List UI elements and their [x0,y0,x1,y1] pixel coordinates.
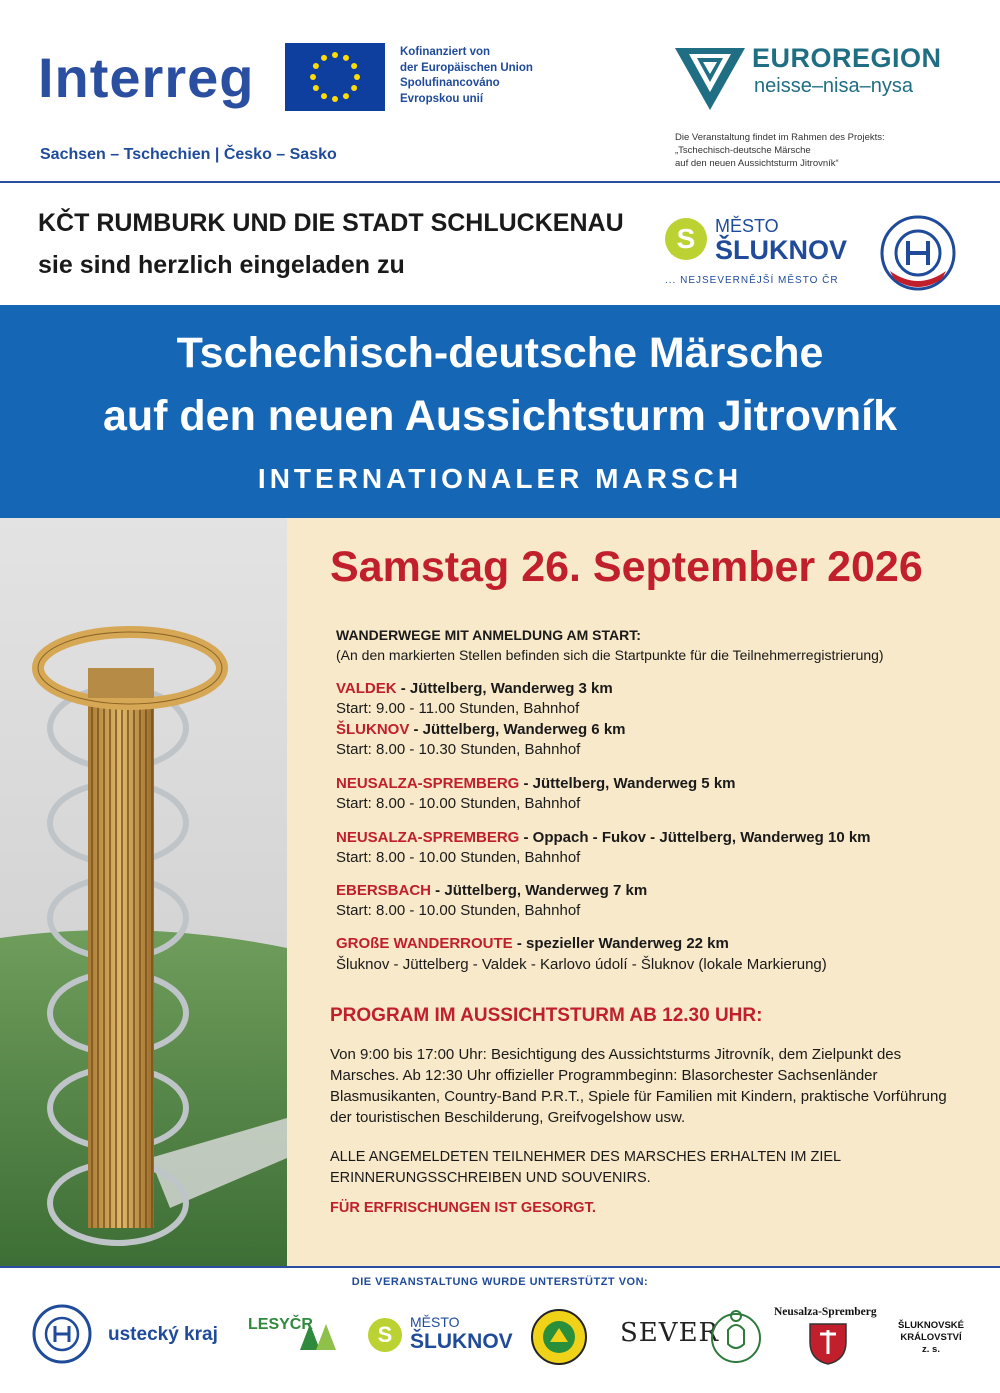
eu-star-icon [332,96,338,102]
eu-star-icon [321,93,327,99]
sluknov-tagline: ... NEJSEVERNĚJŠÍ MĚSTO ČR [665,275,839,286]
route-valdek [336,681,613,696]
sluknov-mesto-label: MĚSTO [410,1314,460,1330]
kralovstvi-line: KRÁLOVSTVÍ [900,1332,962,1343]
route-name: EBERSBACH [336,882,432,899]
eu-star-icon [343,93,349,99]
eu-star-icon [354,74,360,80]
header [0,0,1000,182]
title-banner [0,305,1000,518]
kralovstvi-line: ŠLUKNOVSKÉ [898,1320,964,1331]
route-neusalza-10km [336,830,871,845]
sluknov-mesto-label: MĚSTO [715,216,779,236]
eu-text-line: Kofinanziert von [400,46,491,58]
program-text: Von 9:00 bis 17:00 Uhr: Besichtigung des Aussichtsturms Jitrovník, dem Zielpunkt des Marsches. Ab 12:30 Uhr offizieller Programmbeginn: Blasorchester Sachsenländer Blasmusikanten, Country-Band P.R.T., Spiele für Familien mit Kindern, praktische Vorführung der touristischen Beschilderung, Greifvogelshow usw. [330,1046,947,1126]
route-desc: - Jüttelberg, Wanderweg 6 km [409,721,626,738]
kralovstvi-line: z. s. [922,1344,940,1355]
event-date: Samstag 26. September 2026 [330,543,923,591]
euroregion-logo-icon [675,48,745,110]
lesy-arrow-icon [300,1324,340,1350]
routes-note: (An den markierten Stellen befinden sich die Startpunkte für die Teilnehmerregistrierung) [336,647,884,663]
route-sluknov [336,722,626,737]
mesto-sluknov-logo [665,213,855,293]
routes-heading: WANDERWEGE MIT ANMELDUNG AM START: [336,627,641,643]
sever-logo: SEVER [620,1318,720,1348]
invitation-line: sie sind herzlich eingeladen zu [38,251,405,279]
lesy-cr-logo: LESYČR [248,1316,313,1333]
participants-note: ALLE ANGEMELDETEN TEILNEHMER DES MARSCHES ERHALTEN IM ZIEL ERINNERUNGSSCHREIBEN UND SOUVENIRS. [330,1149,841,1186]
interreg-subtitle: Sachsen – Tschechien | Česko – Sasko [40,146,337,163]
route-name: NEUSALZA-SPREMBERG [336,775,520,792]
sluknov-name-label: ŠLUKNOV [410,1330,513,1353]
neusalza-crest-icon [808,1322,848,1366]
sachsenlaender-blasmusikanten-icon [708,1308,764,1366]
eu-star-icon [332,52,338,58]
route-start: Start: 9.00 - 11.00 Stunden, Bahnhof [336,700,580,717]
route-name: ŠLUKNOV [336,721,410,738]
route-desc: - Jüttelberg, Wanderweg 5 km [519,775,736,792]
banner-title-line1: Tschechisch-deutsche Märsche [176,329,824,377]
route-start: Start: 8.00 - 10.00 Stunden, Bahnhof [336,849,581,866]
supported-by-label: DIE VERANSTALTUNG WURDE UNTERSTÜTZT VON: [351,1276,649,1288]
banner-subtitle: INTERNATIONALER MARSCH [257,463,743,494]
eu-text-line: Evropskou unií [400,92,484,105]
project-note-line: auf den neuen Aussichtsturm Jitrovník“ [675,158,839,169]
route-desc: - Oppach - Fukov - Jüttelberg, Wanderweg 10 km [519,829,871,846]
route-neusalza-5km [336,776,736,791]
route-ebersbach [336,883,647,898]
main-content [0,518,1000,1266]
observation-tower-image [0,518,287,1266]
turisticky-magazin-icon [530,1308,588,1366]
tower-illustration [0,518,287,1266]
project-note [675,131,885,170]
eu-star-icon [310,74,316,80]
route-grosse-wanderroute [336,936,729,951]
eu-flag-icon [285,43,385,111]
eu-star-icon [343,55,349,61]
route-start: Šluknov - Jüttelberg - Valdek - Karlovo údolí - Šluknov (lokale Markierung) [336,956,827,973]
eu-star-icon [313,85,319,91]
route-start: Start: 8.00 - 10.00 Stunden, Bahnhof [336,902,581,919]
sluknov-s-icon: S [368,1318,402,1352]
kct-usti-badge-icon [32,1304,92,1364]
route-desc: - Jüttelberg, Wanderweg 3 km [396,680,613,697]
project-note-line: Die Veranstaltung findet im Rahmen des Projekts: [675,132,885,143]
route-name: NEUSALZA-SPREMBERG [336,829,520,846]
interreg-logo: Interreg [38,46,255,109]
invitation-section [0,183,1000,305]
route-name: VALDEK [336,680,397,697]
euroregion-subtitle: neisse–nisa–nysa [754,75,913,97]
footer-sponsors [0,1266,1000,1393]
eu-star-icon [313,63,319,69]
route-name: GROßE WANDERROUTE [336,935,513,952]
eu-star-icon [351,85,357,91]
organizer-line: KČT RUMBURK UND DIE STADT SCHLUCKENAU [38,209,624,237]
euroregion-title: EUROREGION [752,43,942,73]
neusalza-spremberg-label: Neusalza-Spremberg [774,1306,877,1318]
refreshments-note: FÜR ERFRISCHUNGEN IST GESORGT. [330,1200,596,1216]
ustecky-kraj-logo: ustecký kraj [108,1324,218,1345]
route-start: Start: 8.00 - 10.00 Stunden, Bahnhof [336,795,581,812]
route-desc: - spezieller Wanderweg 22 km [512,935,729,952]
banner-title-line2: auf den neuen Aussichtsturm Jitrovník [102,392,898,440]
sluknov-name-label: ŠLUKNOV [715,235,848,265]
eu-text-line: der Europäischen Union [400,61,533,74]
sluknov-s-icon: S [665,218,707,260]
route-start: Start: 8.00 - 10.30 Stunden, Bahnhof [336,741,581,758]
program-heading: PROGRAM IM AUSSICHTSTURM AB 12.30 UHR: [330,1005,763,1026]
route-desc: - Jüttelberg, Wanderweg 7 km [431,882,648,899]
eu-text-line: Spolufinancováno [400,77,500,89]
project-note-line: „Tschechisch-deutsche Märsche [675,145,811,156]
kct-rumburk-badge-icon [880,215,956,291]
eu-cofunding-text [400,45,533,107]
eu-star-icon [321,55,327,61]
eu-star-icon [351,63,357,69]
sluknovske-kralovstvi-logo [895,1320,967,1356]
